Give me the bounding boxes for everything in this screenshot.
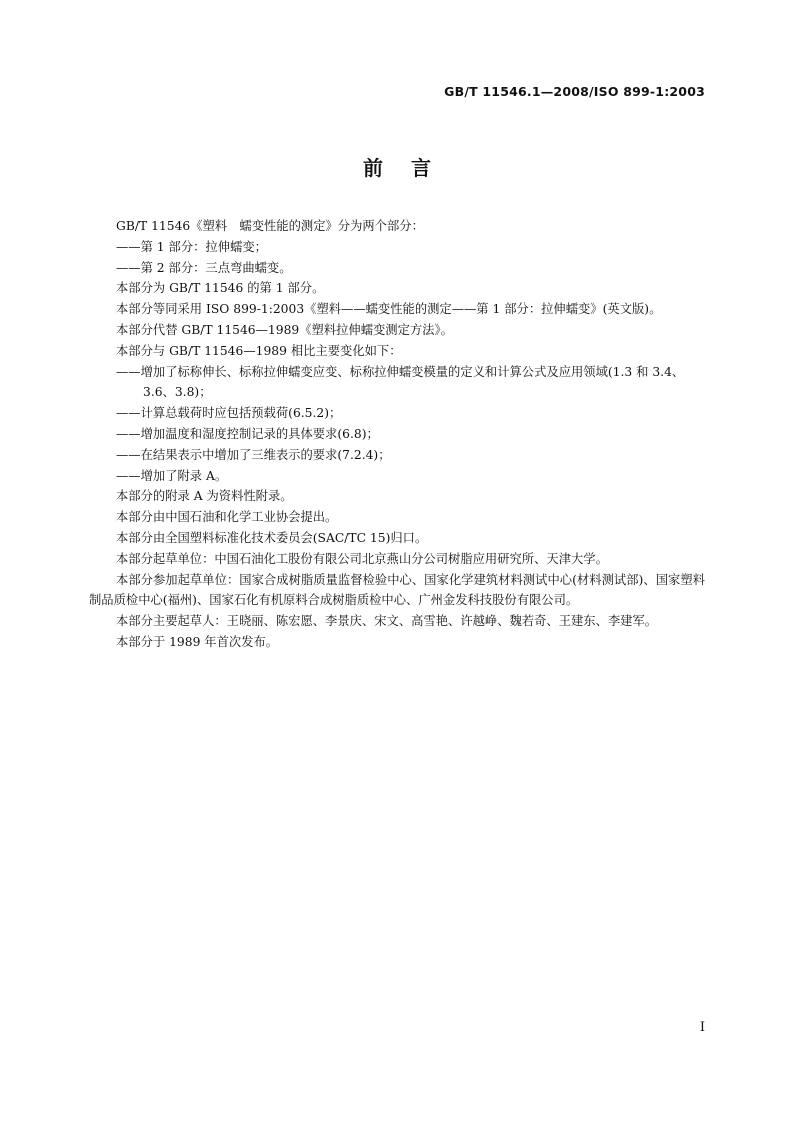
paragraph-changes-intro: 本部分与 GB/T 11546—1989 相比主要变化如下：: [116, 343, 402, 358]
paragraph-intro: GB/T 11546《塑料 蠕变性能的测定》分为两个部分：: [116, 219, 424, 233]
paragraph-drafting-unit: 本部分起草单位：中国石油化工股份有限公司北京燕山分公司树脂应用研究所、天津大学。: [116, 551, 608, 566]
foreword-body: [89, 216, 705, 653]
list-item-change-2: ——计算总载荷时应包括预载荷(6.5.2)；: [116, 406, 342, 421]
list-item-part1: ——第 1 部分：拉伸蠕变；: [116, 239, 267, 254]
paragraph-proposer: 本部分由中国石油和化学工业协会提出。: [116, 510, 338, 525]
paragraph-annex: 本部分的附录 A 为资料性附录。: [116, 489, 293, 504]
paragraph-committee: 本部分由全国塑料标准化技术委员会(SAC/TC 15)归口。: [116, 530, 428, 545]
paragraph-first-release: 本部分于 1989 年首次发布。: [116, 634, 279, 649]
page-title: 前言: [363, 156, 459, 180]
paragraph-adoption: 本部分等同采用 ISO 899-1:2003《塑料——蠕变性能的测定——第 1 部分：拉伸蠕变》(英文版)。: [116, 302, 662, 317]
standard-number: GB/T 11546.1—2008/ISO 899-1:2003: [444, 84, 705, 99]
list-item-part2: ——第 2 部分：三点弯曲蠕变。: [116, 260, 292, 275]
list-item-change-3: ——增加温度和湿度控制记录的具体要求(6.8)；: [116, 426, 379, 441]
paragraph-replaces: 本部分代替 GB/T 11546—1989《塑料拉伸蠕变测定方法》。: [116, 322, 453, 337]
list-item-change-4: ——在结果表示中增加了三维表示的要求(7.2.4)；: [116, 447, 391, 462]
paragraph-participating-units: 本部分参加起草单位：国家合成树脂质量监督检验中心、国家化学建筑材料测试中心(材料测试部)、国家塑料制品质检中心(福州)、国家石化有机原料合成树脂质检中心、广州金发科技股份有限公司。: [89, 572, 705, 608]
paragraph-scope: 本部分为 GB/T 11546 的第 1 部分。: [116, 281, 325, 296]
paragraph-drafters: 本部分主要起草人：王晓丽、陈宏愿、李景庆、宋文、高雪艳、许越峥、魏若奇、王建东、李建军。: [116, 614, 658, 629]
page-number: I: [699, 1020, 705, 1035]
list-item-change-1: ——增加了标称伸长、标称拉伸蠕变应变、标称拉伸蠕变模量的定义和计算公式及应用领域(1.3 和 3.4、3.6、3.8)；: [116, 364, 685, 400]
list-item-change-5: ——增加了附录 A。: [116, 468, 228, 483]
